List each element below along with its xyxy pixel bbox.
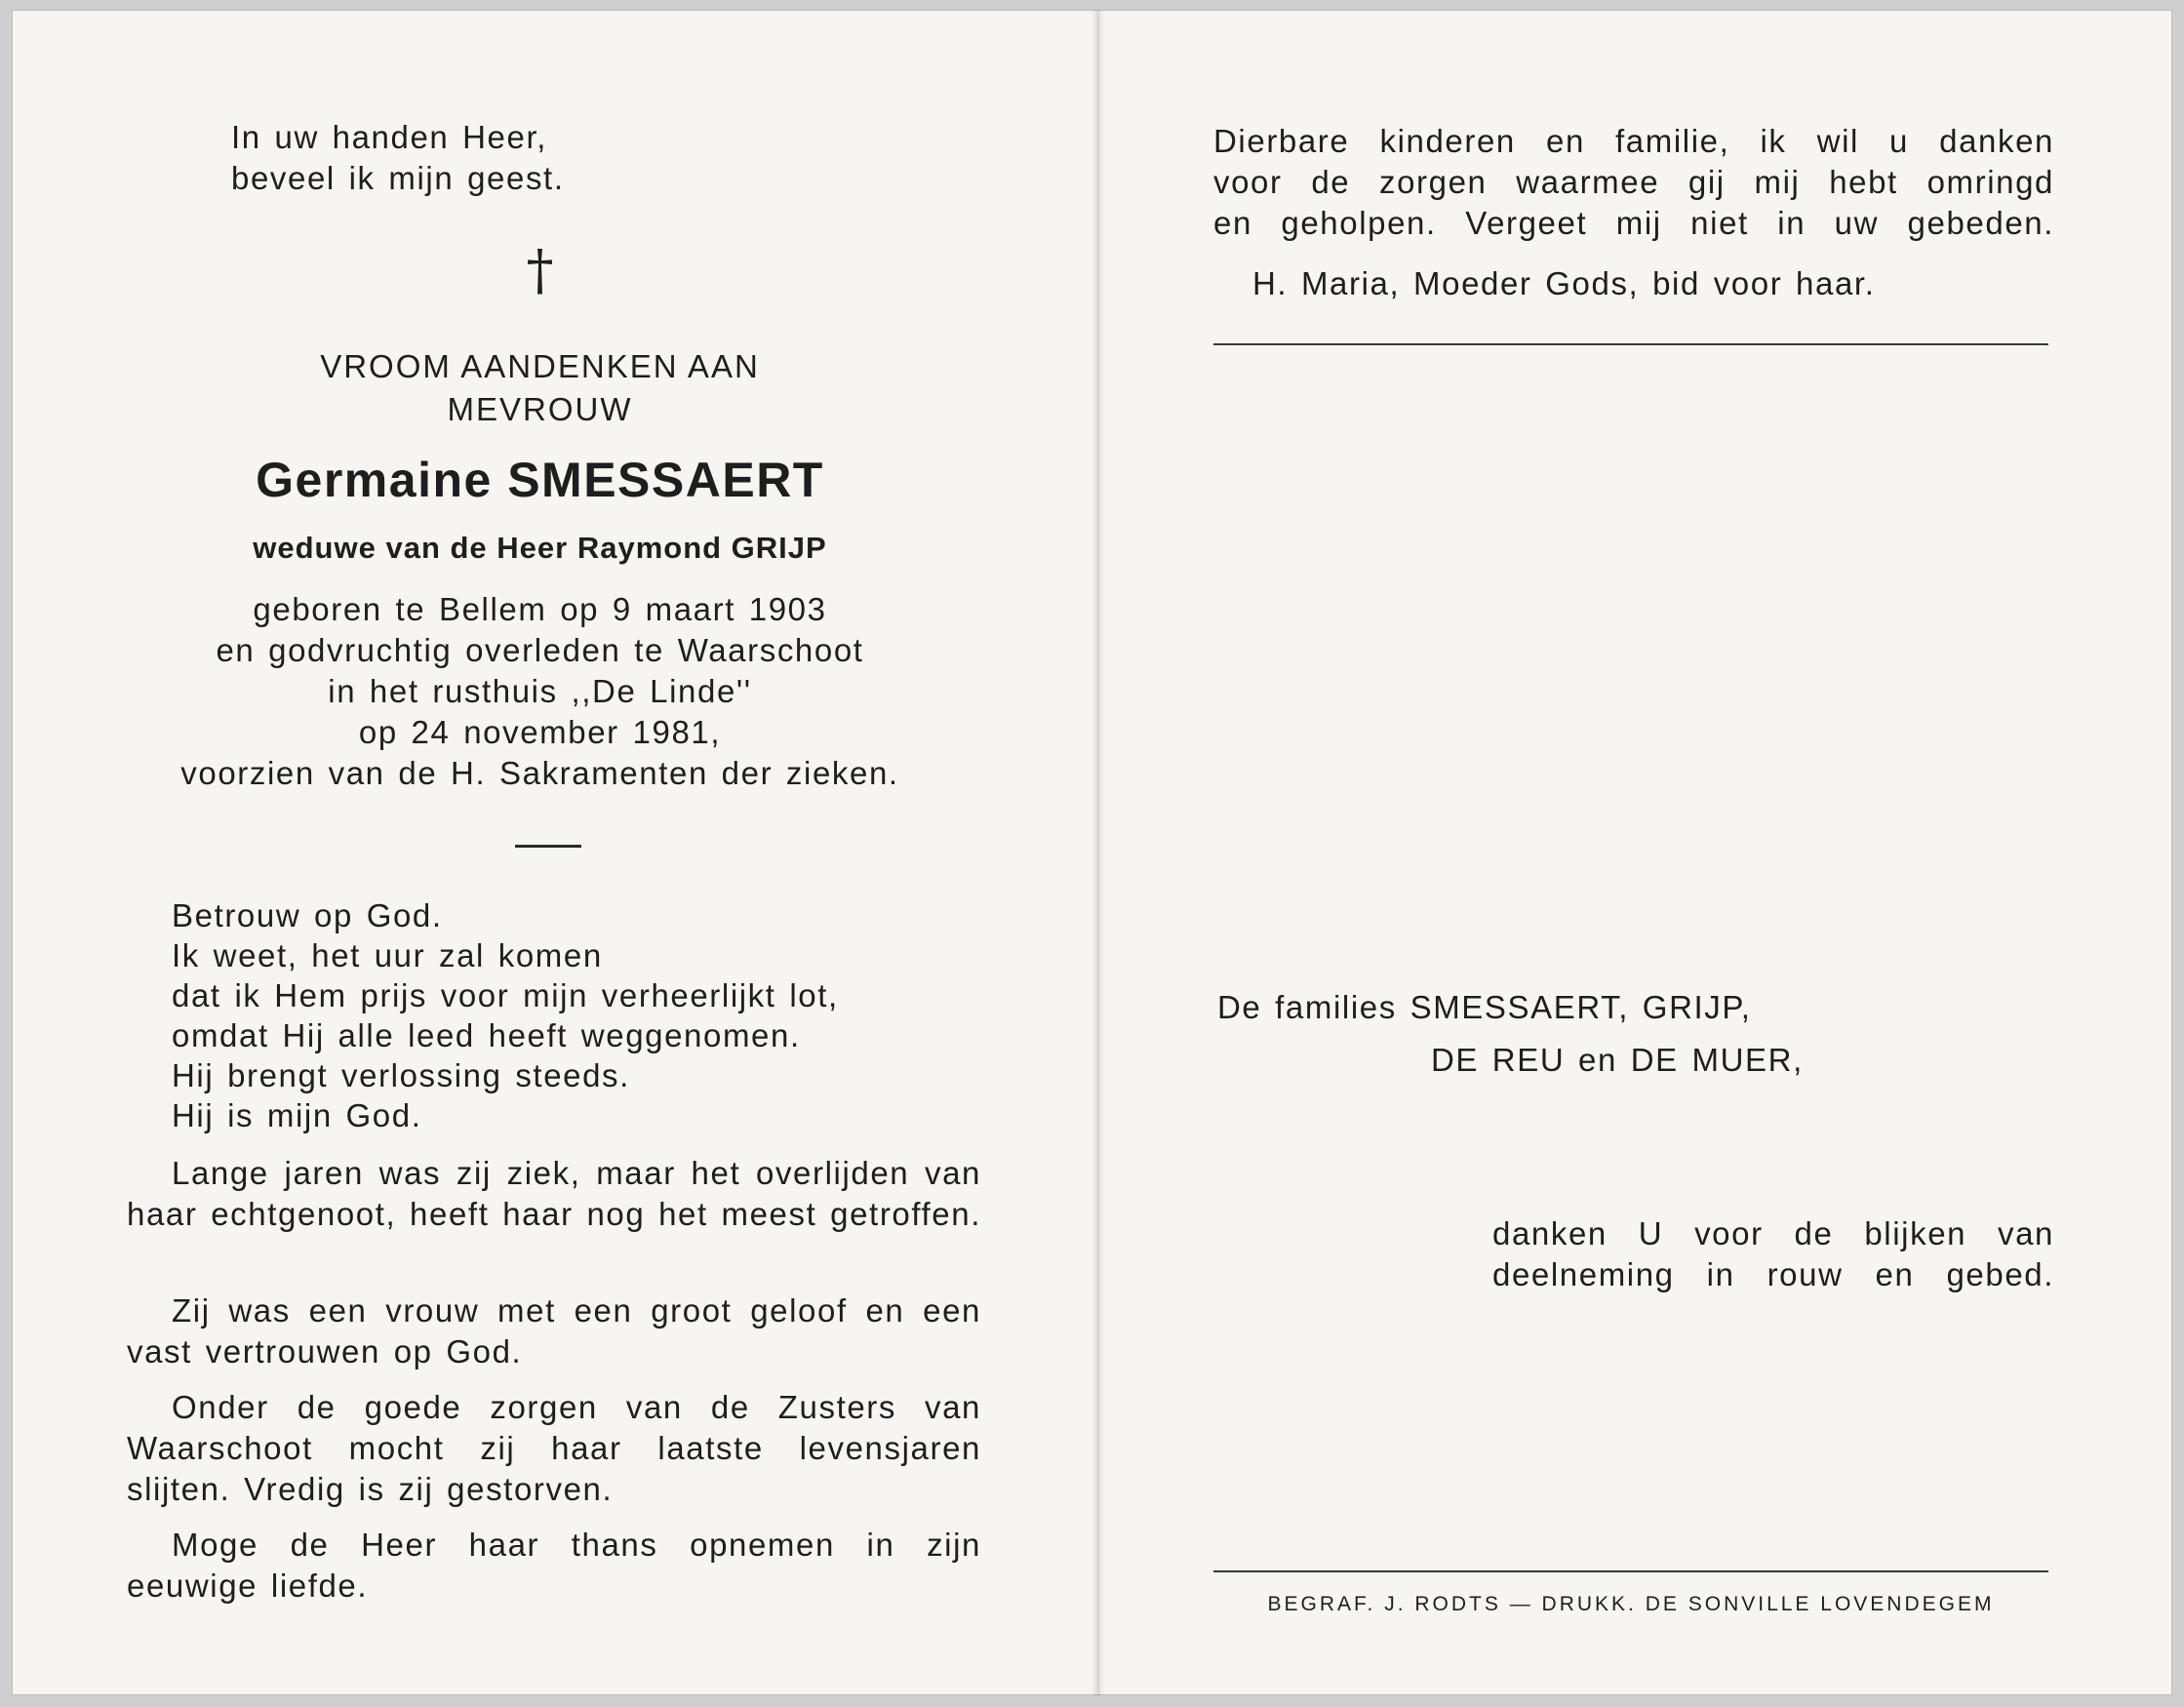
- bio-line: geboren te Bellem op 9 maart 1903: [253, 591, 827, 627]
- bio-line: en godvruchtig overleden te Waarschoot: [216, 632, 864, 668]
- paragraph: [127, 1290, 981, 1372]
- poem-line: Betrouw op God.: [172, 897, 443, 933]
- poem-line: omdat Hij alle leed heeft weggenomen.: [172, 1017, 801, 1053]
- paragraph: [127, 1387, 981, 1510]
- bio-line: voorzien van de H. Sakramenten der zieken.: [180, 755, 899, 791]
- paragraph-text: Zij was een vrouw met een groot geloof en een vast vertrouwen op God.: [127, 1292, 981, 1370]
- bio-line: op 24 november 1981,: [358, 714, 722, 750]
- thanks-line: Dierbare kinderen en familie, ik wil u danken: [1213, 123, 2054, 159]
- paragraph: [127, 1525, 981, 1607]
- epigraph-line: beveel ik mijn geest.: [231, 160, 565, 196]
- gratitude-line: deelneming in rouw en gebed.: [1492, 1256, 2054, 1292]
- memory-heading: [0, 345, 1080, 431]
- poem-line: Hij is mijn God.: [172, 1097, 422, 1133]
- cross-icon: †: [526, 239, 554, 302]
- families-line: DE REU en DE MUER,: [1431, 1042, 1804, 1078]
- poem: [172, 895, 1030, 1135]
- divider-rule: [1213, 1570, 2048, 1572]
- section-divider: [515, 845, 581, 848]
- poem-line: dat ik Hem prijs voor mijn verheerlijkt lot,: [172, 977, 839, 1013]
- thanks-line: en geholpen. Vergeet mij niet in uw gebeden.: [1213, 205, 2054, 241]
- printer-credit: BEGRAF. J. RODTS — DRUKK. DE SONVILLE LOVENDEGEM: [1267, 1593, 1995, 1615]
- biography: [0, 589, 1080, 794]
- gratitude-line: danken U voor de blijken van: [1492, 1215, 2054, 1251]
- divider-rule: [1213, 343, 2048, 345]
- poem-line: Ik weet, het uur zal komen: [172, 937, 603, 973]
- poem-line: Hij brengt verlossing steeds.: [172, 1057, 630, 1093]
- epigraph: [231, 117, 816, 199]
- gratitude: [1492, 1213, 2054, 1295]
- thanks-line: voor de zorgen waarmee gij mij hebt omringd: [1213, 164, 2054, 200]
- prayer-line: H. Maria, Moeder Gods, bid voor haar.: [1252, 265, 1876, 301]
- paragraph-text: Lange jaren was zij ziek, maar het overlijden van haar echtgenoot, heeft haar nog het meest getroffen.: [127, 1155, 981, 1232]
- deceased-name: Germaine SMESSAERT: [256, 453, 824, 507]
- epigraph-line: In uw handen Heer,: [231, 119, 548, 155]
- widow-of: weduwe van de Heer Raymond GRIJP: [253, 531, 827, 565]
- families-line: De families SMESSAERT, GRIJP,: [1217, 989, 1752, 1025]
- paragraph-text: Moge de Heer haar thans opnemen in zijn eeuwige liefde.: [127, 1527, 981, 1604]
- paragraph-text: Onder de goede zorgen van de Zusters van Waarschoot mocht zij haar laatste levensjaren slijten. Vredig is zij gestorven.: [127, 1389, 981, 1507]
- memory-heading-line: MEVROUW: [447, 391, 633, 427]
- memory-heading-line: VROOM AANDENKEN AAN: [320, 348, 760, 384]
- card-fold: [1092, 10, 1105, 1695]
- paragraph: [127, 1153, 981, 1235]
- bio-line: in het rusthuis ,,De Linde'': [328, 673, 752, 709]
- thanks-paragraph: [1213, 121, 2054, 244]
